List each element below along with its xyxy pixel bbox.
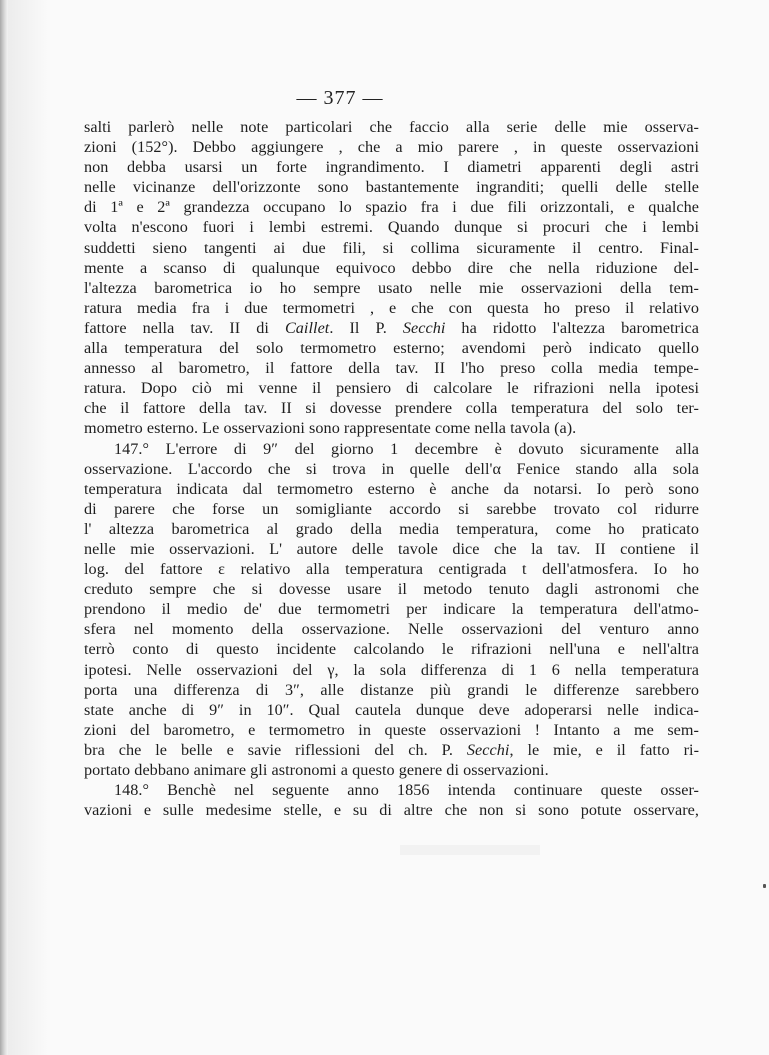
text-line: zioni (152°). Debbo aggiungere , che a mio parere , in queste osservazioni — [84, 138, 699, 157]
text-line: zioni del barometro, e termometro in queste osservazioni ! Intanto a me sem- — [84, 720, 699, 739]
text-line: log. del fattore ε relativo alla temperatura centigrada t dell'atmosfera. Io ho — [84, 560, 699, 579]
text-line: bra che le belle e savie riflessioni del ch. P. Secchi, le mie, e il fatto ri- — [84, 740, 700, 759]
text-line: fattore nella tav. II di Caillet. Il P. Secchi ha ridotto l'altezza barometrica — [84, 318, 699, 337]
page-binding-edge — [0, 0, 8, 1055]
text-line: ipotesi. Nelle osservazioni del γ, la sola differenza di 1 6 nella temperatura — [84, 660, 699, 679]
section-heading-line: 147.° L'errore di 9″ del giorno 1 decembre è dovuto sicuramente alla — [114, 439, 699, 458]
text-line: salti parlerò nelle note particolari che faccio alla serie delle mie osserva- — [84, 118, 699, 136]
text-line: nelle vicinanze dell'orizzonte sono bastantemente ingranditi; quelli delle stelle — [84, 178, 699, 197]
paragraph-continuation — [84, 117, 699, 439]
page-number: — 377 — — [296, 87, 384, 109]
text-line: annesso al barometro, il fattore della tav. II l'ho preso colla media tempe- — [84, 359, 699, 378]
text-line: porta una differenza di 3″, alle distanze più grandi le differenze sarebbero — [84, 680, 699, 699]
page-gutter-shadow — [8, 0, 48, 1055]
text-line: temperatura indicata dal termometro esterno è anche da notarsi. Io però sono — [84, 479, 699, 498]
text-line: l'altezza barometrica io ho sempre usato nelle mie osservazioni della tem- — [84, 278, 699, 297]
text-line: alla temperatura del solo termometro esterno; avendomi però indicato quello — [84, 339, 699, 358]
paragraph-section-147 — [84, 439, 699, 781]
document-body — [84, 117, 699, 820]
text-line: suddetti sieno tangenti ai due fili, si collima sicuramente il centro. Final- — [84, 238, 699, 257]
text-line: portato debbano animare gli astronomi a questo genere di osservazioni. — [84, 761, 549, 779]
text-line: vazioni e sulle medesime stelle, e su di altre che non si sono potute osservare, — [84, 801, 699, 820]
text-line: state anche di 9″ in 10″. Qual cautela dunque deve adoperarsi nelle indica- — [84, 700, 699, 719]
text-line: creduto sempre che si dovesse usare il metodo tenuto dagli astronomi che — [84, 580, 699, 599]
italic-name: Secchi — [402, 318, 446, 337]
text-line: prendono il medio de' due termometri per indicare la temperatura dell'atmo- — [84, 600, 699, 619]
text-line: l' altezza barometrica al grado della media temperatura, come ho praticato — [84, 519, 699, 538]
text-line: osservazione. L'accordo che si trova in quelle dell'α Fenice stando alla sola — [84, 459, 699, 478]
italic-name: Caillet — [284, 318, 330, 337]
text-line: di parere che forse un somigliante accordo si sarebbe trovato col ridurre — [84, 499, 699, 518]
italic-name: Secchi — [466, 740, 510, 759]
text-line: volta n'escono fuori i lembi estremi. Quando dunque si procuri che i lembi — [84, 218, 699, 237]
text-line: nelle mie osservazioni. L' autore delle tavole dice che la tav. II contiene il — [84, 539, 699, 558]
text-line: non debba usarsi un forte ingrandimento. I diametri apparenti degli astri — [84, 158, 699, 177]
text-line: mente a scanso di qualunque equivoco debbo dire che nella riduzione del- — [84, 258, 699, 277]
text-line: di 1ª e 2ª grandezza occupano lo spazio fra i due fili orizzontali, e qualche — [84, 198, 699, 217]
scan-speck — [763, 884, 766, 888]
section-heading-line: 148.° Benchè nel seguente anno 1856 intenda continuare queste osser- — [114, 781, 699, 800]
text-line: che il fattore della tav. II si dovesse prendere colla temperatura del solo ter- — [84, 399, 699, 418]
text-line: ratura. Dopo ciò mi venne il pensiero di calcolare le rifrazioni nella ipotesi — [84, 379, 699, 398]
text-line: mometro esterno. Le osservazioni sono rappresentate come nella tavola (a). — [84, 419, 577, 438]
text-line: sfera nel momento della osservazione. Nelle osservazioni del venturo anno — [84, 620, 699, 639]
show-through-bleed — [400, 845, 540, 855]
text-line: terrò conto di questo incidente calcolando le rifrazioni nell'una e nell'altra — [84, 640, 699, 659]
paragraph-section-148 — [84, 780, 699, 820]
text-line: ratura media fra i due termometri , e che con questa ho preso il relativo — [84, 298, 699, 317]
